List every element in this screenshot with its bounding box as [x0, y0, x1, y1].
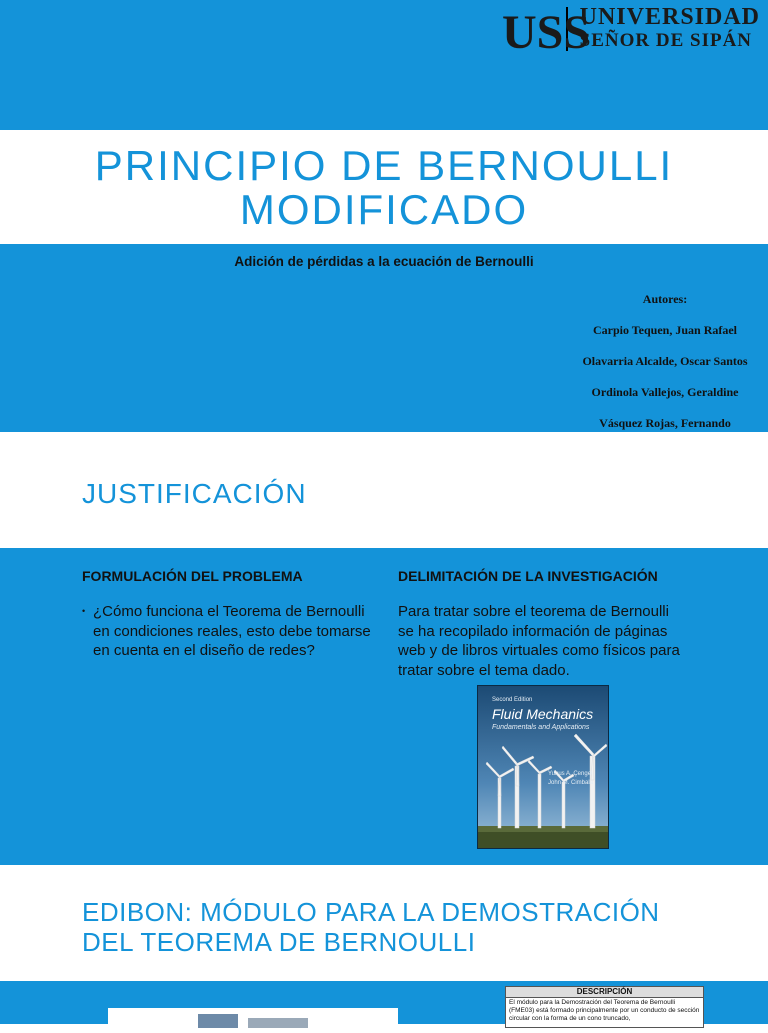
authors-label: Autores: [642, 292, 688, 306]
scope-text: Para tratar sobre el teorema de Bernoulli se ha recopilado información de páginas web y de libros virtuales como físicos para tratar sobre el tema dado. [398, 603, 680, 679]
author-item: Vásquez Rojas, Fernando [599, 416, 731, 430]
slide2-title-band [0, 444, 768, 548]
uss-monogram-icon [501, 4, 590, 59]
equipment-photo [108, 1008, 398, 1028]
book-author: John M. Cimbala [548, 780, 594, 786]
slide2-body [0, 548, 768, 865]
authors-list [570, 292, 760, 447]
description-text: El módulo para la Demostración del Teorema de Bernoulli (FME03) está formado principalmente por un conducto de sección circular con la forma de un cono truncado, [509, 999, 700, 1022]
book-authors [548, 770, 593, 788]
book-cover-image [477, 685, 609, 849]
slide3-title [82, 897, 660, 957]
author-item: Ordinola Vallejos, Geraldine [591, 385, 739, 399]
slide3-title-band [0, 877, 768, 981]
slide2-title: JUSTIFICACIÓN [82, 478, 307, 509]
slide1-header-band [0, 0, 768, 130]
problem-text [82, 602, 372, 661]
description-heading: DESCRIPCIÓN [506, 987, 703, 998]
slide1-body [0, 244, 768, 432]
scope-heading: DELIMITACIÓN DE LA INVESTIGACIÓN [398, 568, 658, 584]
problem-heading: FORMULACIÓN DEL PROBLEMA [82, 568, 303, 584]
slide1-title-line2: MODIFICADO [239, 186, 529, 233]
book-author: Yunus A. Çengel [548, 771, 593, 777]
book-subtitle: Fundamentals and Applications [492, 724, 590, 731]
description-box [505, 986, 704, 1028]
problem-text-body: ¿Cómo funciona el Teorema de Bernoulli en condiciones reales, esto debe tomarse en cuenta en el diseño de redes? [93, 603, 371, 659]
book-edition: Second Edition [492, 697, 533, 703]
equipment-image [108, 1008, 398, 1028]
university-logo [501, 4, 760, 59]
logo-line1: UNIVERSIDAD [579, 4, 760, 30]
slide3-title-line1: EDIBON: MÓDULO PARA LA DEMOSTRACIÓN [82, 897, 660, 927]
author-item: Carpio Tequen, Juan Rafael [592, 323, 738, 337]
slide1-title-line1: PRINCIPIO DE BERNOULLI [94, 142, 674, 189]
logo-line2: SEÑOR DE SIPÁN [579, 30, 753, 51]
slide1-subtitle: Adición de pérdidas a la ecuación de Bernoulli [234, 254, 534, 269]
logo-wordmark [580, 5, 760, 53]
svg-text:USS: USS [501, 6, 590, 59]
slide3-title-line2: DEL TEOREMA DE BERNOULLI [82, 927, 476, 957]
slide1-title [0, 130, 768, 232]
bullet-icon: • [82, 606, 86, 616]
slide1-title-band [0, 130, 768, 244]
slide3-body [0, 981, 768, 1024]
author-item: Olavarria Alcalde, Oscar Santos [582, 354, 748, 368]
book-title: Fluid Mechanics [492, 706, 594, 722]
